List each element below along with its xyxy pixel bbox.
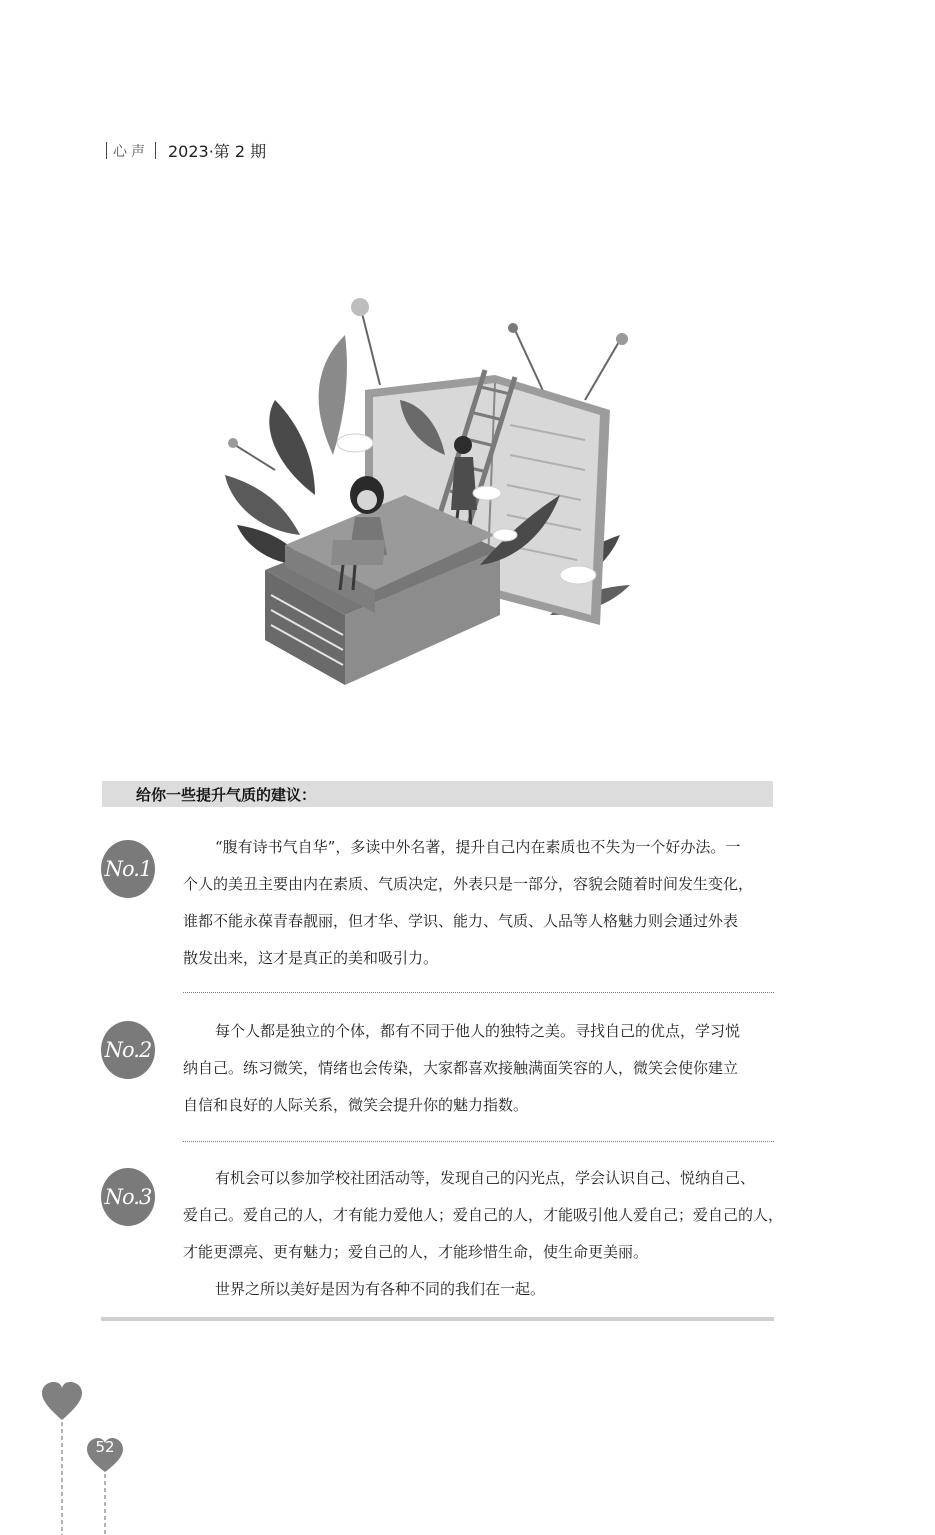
tip-3-badge-label: No.3 — [104, 1185, 152, 1209]
illustration-girls-on-books — [215, 295, 645, 685]
header-divider — [155, 142, 156, 159]
tip-3-line: 有机会可以参加学校社团活动等，发现自己的闪光点，学会认识自己、悦纳自己、 — [215, 1169, 756, 1187]
tip-2-badge-label: No.2 — [104, 1038, 152, 1062]
tip-1-line: “腹有诗书气自华”，多读中外名著，提升自己内在素质也不失为一个好办法。一 — [215, 838, 741, 856]
tip-1-line: 个人的美丑主要由内在素质、气质决定，外表只是一部分，容貌会随着时间发生变化， — [183, 875, 754, 893]
tip-2-line: 纳自己。练习微笑，情绪也会传染，大家都喜欢接触满面笑容的人，微笑会使你建立 — [183, 1059, 739, 1077]
page-header — [100, 139, 266, 162]
tip-divider — [183, 992, 774, 993]
tip-3-paragraph — [183, 1160, 784, 1308]
header-divider — [106, 142, 107, 159]
bottom-rule — [101, 1317, 774, 1321]
page-number: 52 — [95, 1438, 115, 1456]
section-header — [102, 781, 773, 807]
tip-3-line: 才能更漂亮、更有魅力；爱自己的人，才能珍惜生命，使生命更美丽。 — [183, 1243, 649, 1261]
tip-1-badge — [101, 840, 155, 898]
section-title: 给你一些提升气质的建议： — [136, 786, 317, 804]
tip-1-line: 谁都不能永葆青春靓丽，但才华、学识、能力、气质、人品等人格魅力则会通过外表 — [183, 912, 739, 930]
tip-divider — [183, 1141, 774, 1142]
tip-2-badge — [101, 1021, 155, 1079]
tip-2-line: 自信和良好的人际关系，微笑会提升你的魅力指数。 — [183, 1096, 529, 1114]
tip-2-paragraph — [183, 1013, 775, 1124]
heart-icon — [38, 1380, 138, 1535]
tip-2-line: 每个人都是独立的个体，都有不同于他人的独特之美。寻找自己的优点，学习悦 — [215, 1022, 741, 1040]
tip-3-line: 爱自己。爱自己的人，才有能力爱他人；爱自己的人，才能吸引他人爱自己；爱自己的人， — [183, 1206, 784, 1224]
column-name: 心声 — [113, 143, 149, 160]
tip-1-paragraph — [183, 829, 775, 977]
tip-3-line: 世界之所以美好是因为有各种不同的我们在一起。 — [215, 1280, 546, 1298]
issue-label: 2023·第 2 期 — [168, 142, 267, 161]
tip-1-line: 散发出来，这才是真正的美和吸引力。 — [183, 949, 439, 967]
tip-1-badge-label: No.1 — [104, 857, 152, 881]
tip-3-badge — [101, 1168, 155, 1226]
